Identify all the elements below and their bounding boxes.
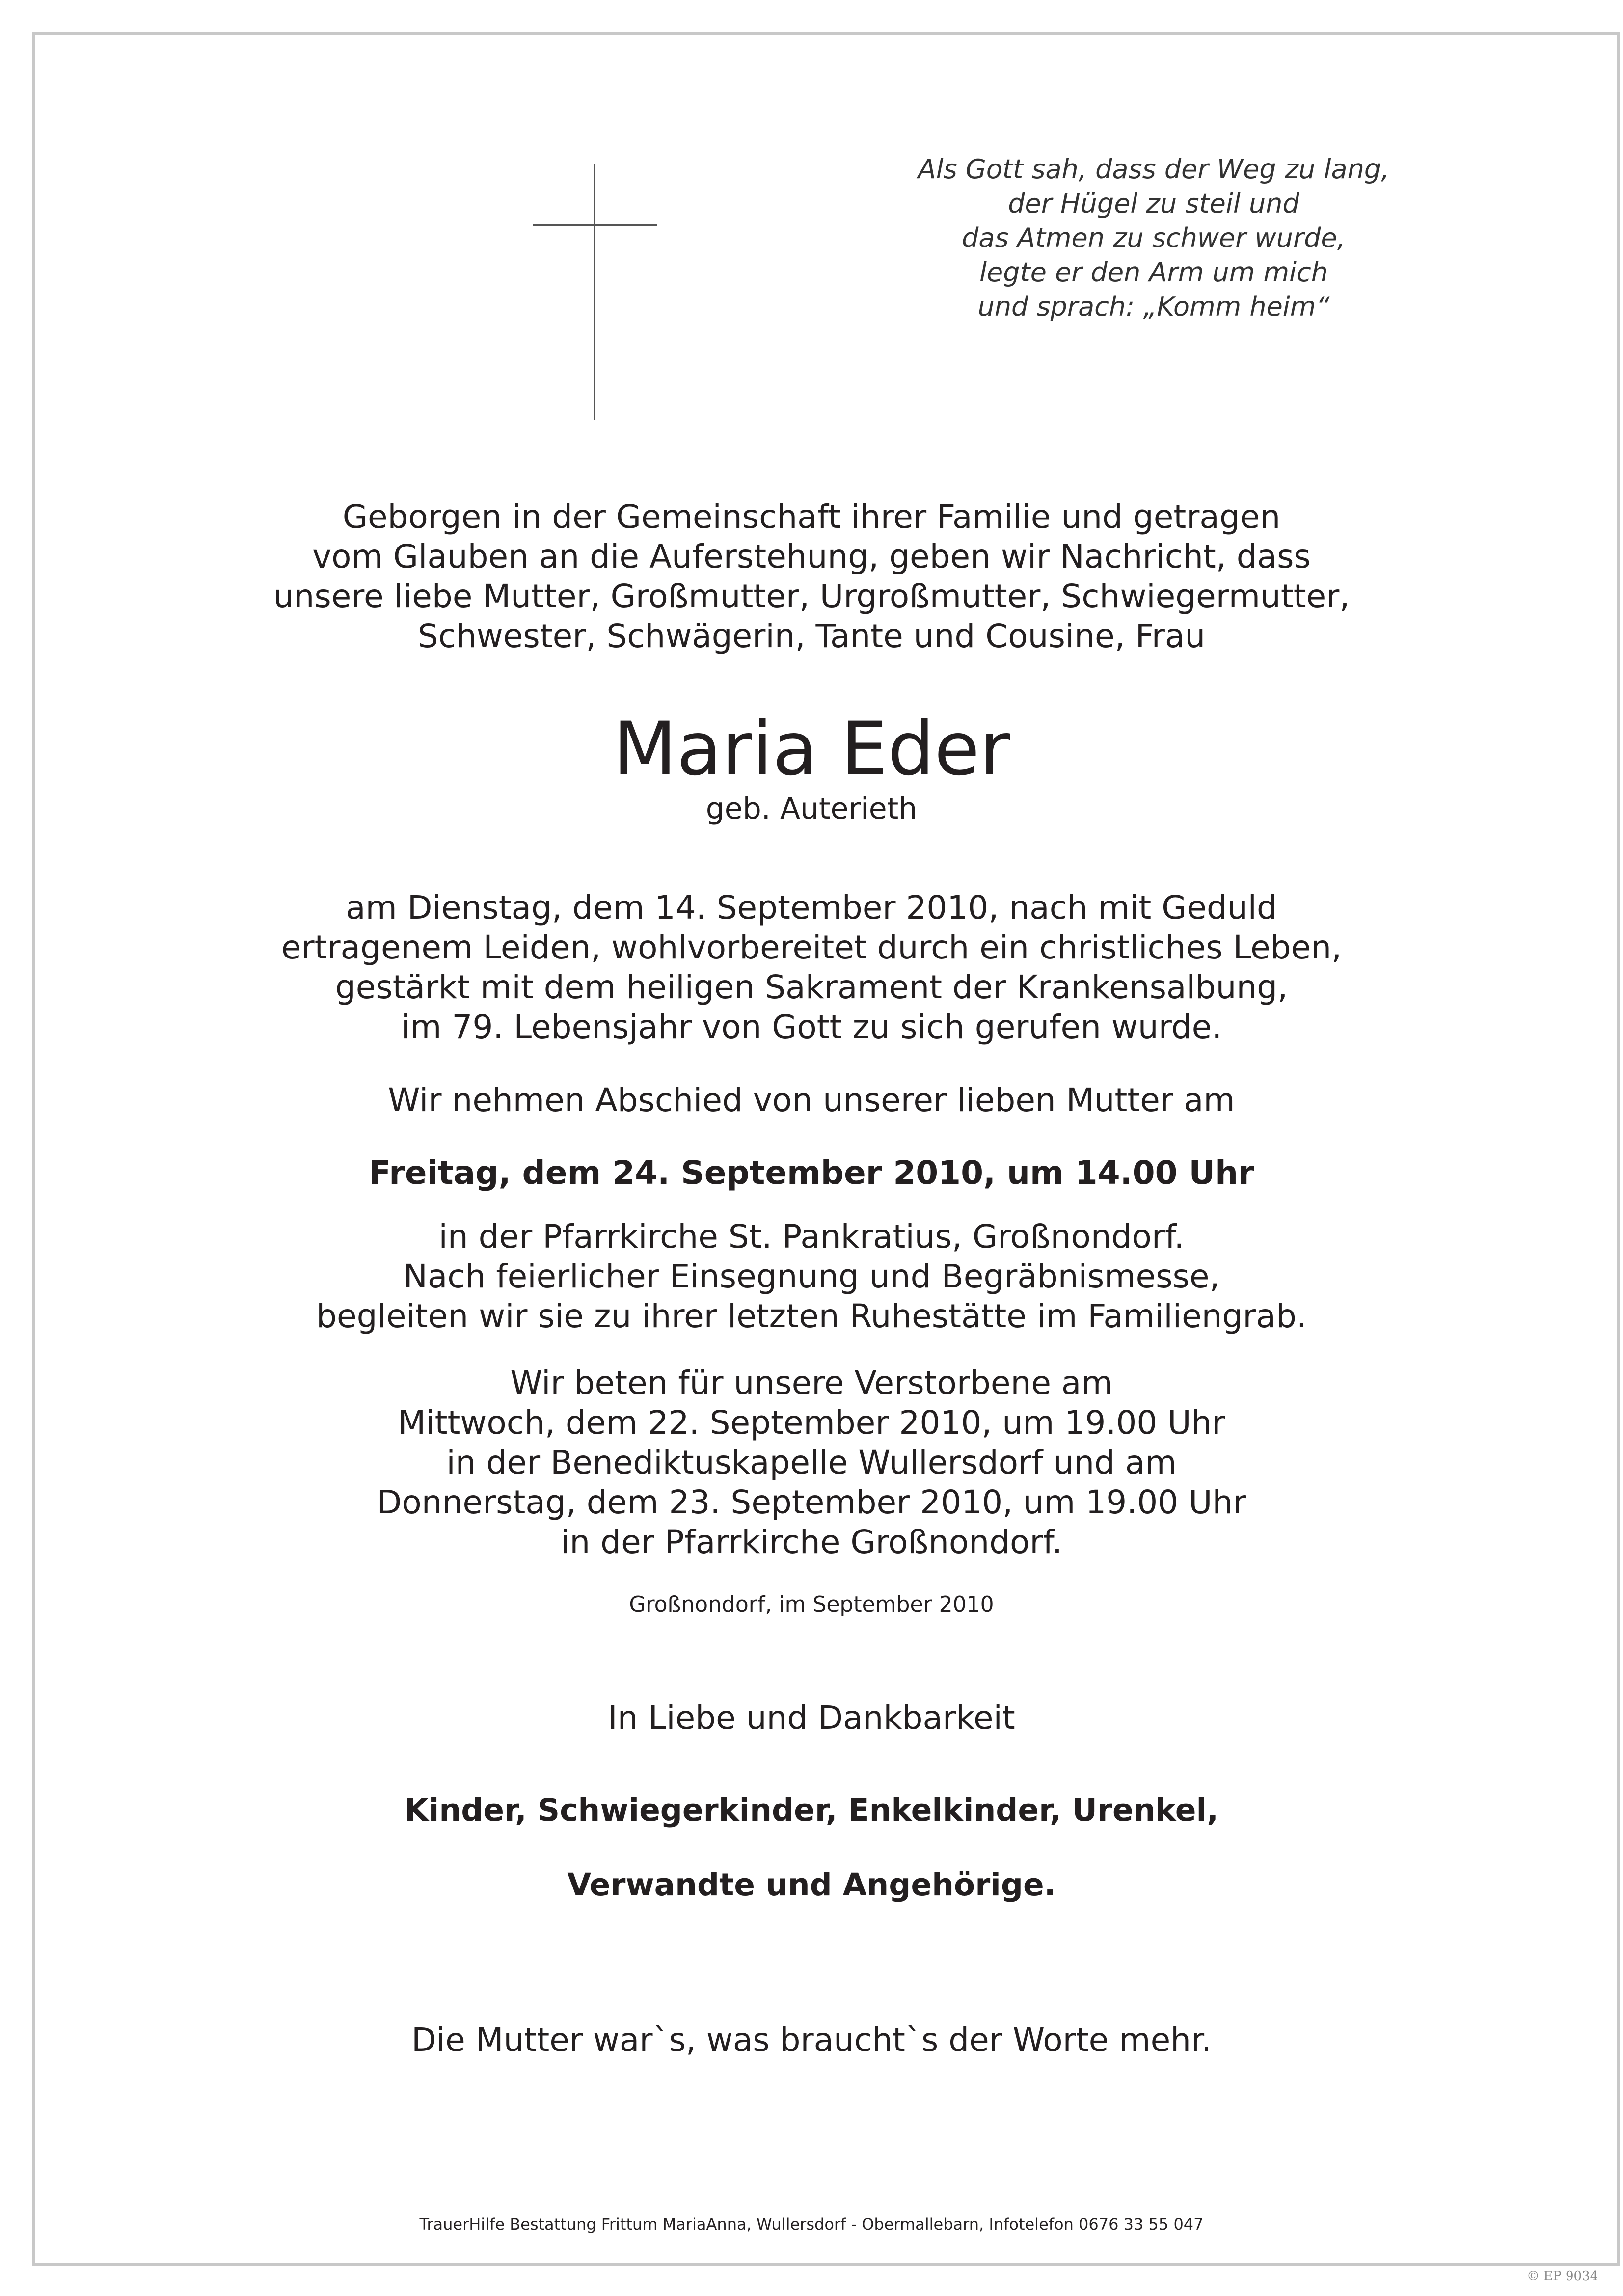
prayer-line: in der Benediktuskapelle Wullersdorf und am [446, 1444, 1177, 1481]
death-notice-line: am Dienstag, dem 14. September 2010, nach mit Geduld [346, 889, 1277, 927]
quote-line: das Atmen zu schwer wurde, [962, 222, 1346, 253]
intro-line: vom Glauben an die Auferstehung, geben wir Nachricht, dass [312, 538, 1311, 575]
farewell-line: Wir nehmen Abschied von unserer lieben Mutter am [388, 1081, 1235, 1119]
death-notice-line: im 79. Lebensjahr von Gott zu sich gerufen wurde. [401, 1008, 1222, 1046]
place-date: Großnondorf, im September 2010 [629, 1592, 994, 1617]
page-border [32, 32, 1620, 2266]
closing-quote: Die Mutter war`s, was braucht`s der Worte mehr. [411, 2021, 1212, 2059]
intro-line: unsere liebe Mutter, Großmutter, Urgroßmutter, Schwiegermutter, [273, 577, 1350, 615]
prayer-line: in der Pfarrkirche Großnondorf. [561, 1523, 1062, 1561]
ceremony-paragraph [0, 1217, 1623, 1336]
opening-quote [864, 152, 1443, 324]
intro-line: Geborgen in der Gemeinschaft ihrer Familie und getragen [342, 498, 1281, 536]
deceased-name: Maria Eder [613, 707, 1010, 792]
cross-icon-horizontal [533, 224, 657, 226]
thanks-line: In Liebe und Dankbarkeit [608, 1699, 1015, 1737]
quote-line: der Hügel zu steil und [1008, 188, 1299, 219]
mourners-line: Kinder, Schwiegerkinder, Enkelkinder, Urenkel, [404, 1792, 1219, 1828]
mourners-line: Verwandte und Angehörige. [567, 1867, 1056, 1903]
cross-icon-vertical [594, 164, 595, 420]
ceremony-line: begleiten wir sie zu ihrer letzten Ruhestätte im Familiengrab. [316, 1297, 1307, 1335]
prayer-paragraph [0, 1363, 1623, 1562]
quote-line: Als Gott sah, dass der Weg zu lang, [918, 154, 1390, 185]
prayer-line: Wir beten für unsere Verstorbene am [510, 1364, 1113, 1402]
prayer-line: Donnerstag, dem 23. September 2010, um 19.00 Uhr [377, 1483, 1246, 1521]
intro-line: Schwester, Schwägerin, Tante und Cousine, Frau [417, 617, 1206, 655]
funeral-home-footer: TrauerHilfe Bestattung Frittum MariaAnna, Wullersdorf - Obermallebarn, Infotelefon 0676 33 55 047 [419, 2215, 1204, 2234]
quote-line: legte er den Arm um mich [979, 257, 1328, 288]
death-notice-paragraph [0, 888, 1623, 1047]
print-code: © EP 9034 [1527, 2269, 1598, 2284]
funeral-date: Freitag, dem 24. September 2010, um 14.00 Uhr [369, 1154, 1254, 1192]
death-notice-line: gestärkt mit dem heiligen Sakrament der Krankensalbung, [335, 968, 1288, 1006]
prayer-line: Mittwoch, dem 22. September 2010, um 19.00 Uhr [398, 1404, 1225, 1442]
maiden-name: geb. Auterieth [705, 792, 918, 826]
ceremony-line: Nach feierlicher Einsegnung und Begräbnismesse, [403, 1257, 1220, 1295]
death-notice-line: ertragenem Leiden, wohlvorbereitet durch ein christliches Leben, [281, 929, 1342, 966]
quote-line: und sprach: „Komm heim“ [977, 291, 1330, 322]
intro-paragraph [0, 497, 1623, 656]
ceremony-line: in der Pfarrkirche St. Pankratius, Großnondorf. [438, 1218, 1185, 1256]
